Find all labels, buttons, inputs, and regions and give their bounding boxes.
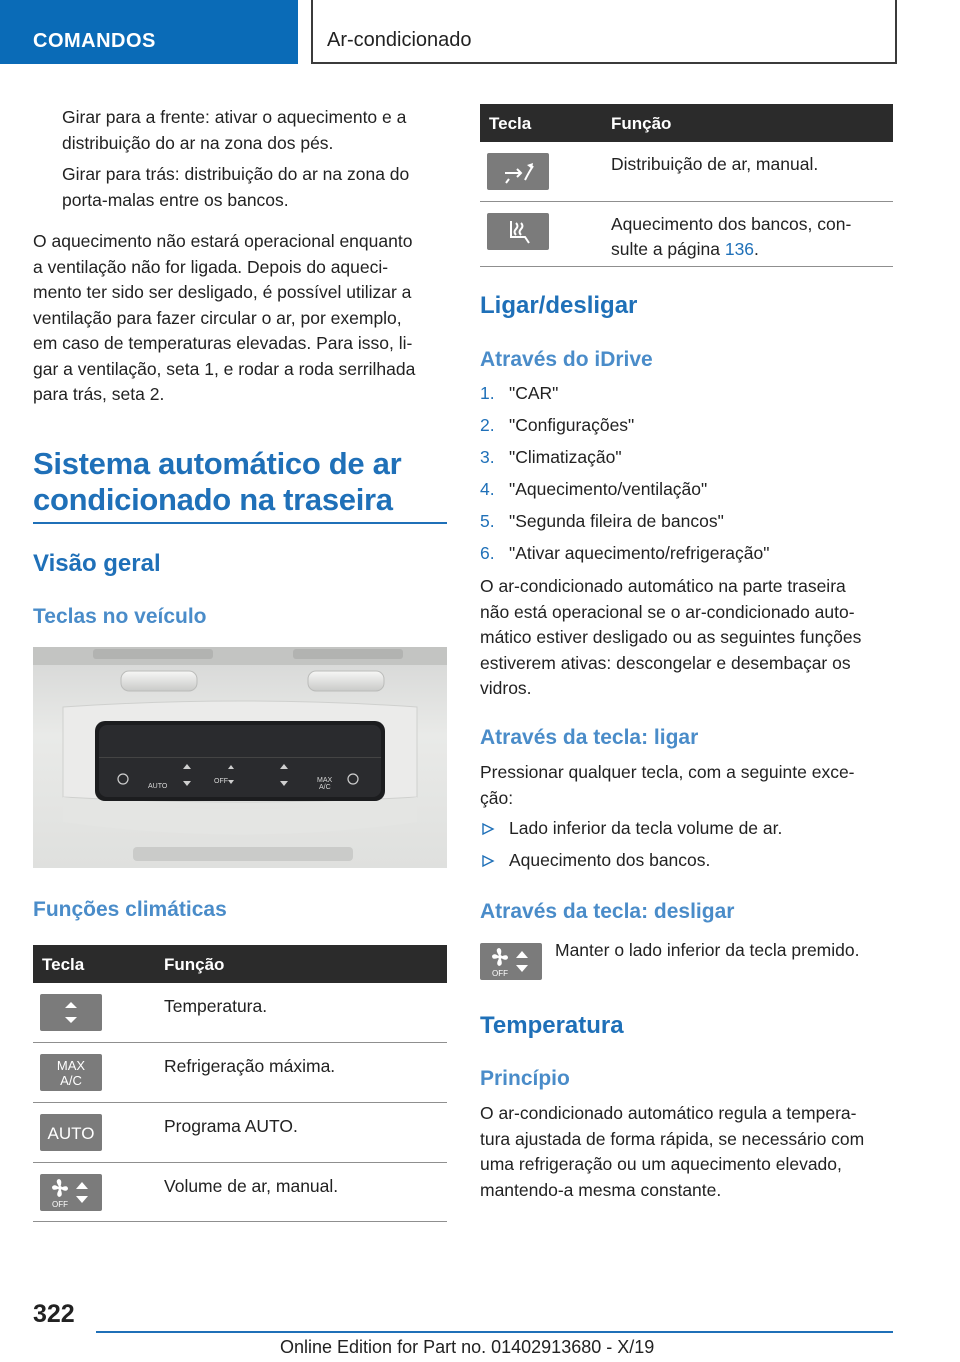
text-line: sulte a página [611,239,725,259]
column-key: Tecla [489,114,532,133]
fan-off-glyph [480,943,542,980]
table-row [480,142,893,202]
updown-arrows-glyph [40,994,102,1031]
function-text: Refrigeração máxima. [164,1056,336,1076]
table-row [480,202,893,267]
step-number: 4. [480,479,495,499]
header-chapter-tab [311,0,897,64]
text-line: Aquecimento dos bancos, con- [611,214,852,234]
table-row [33,1103,447,1163]
auto-icon [40,1114,102,1151]
page-number: 322 [33,1300,75,1328]
idrive-note-paragraph [480,574,900,702]
text-line: O ar-condicionado automático na parte traseira [480,576,846,596]
max-ac-icon [40,1054,102,1091]
step-number: 5. [480,511,495,531]
intro-paragraph [62,105,452,156]
text-line: estiverem ativas: descongelar e desembaçar os [480,652,851,673]
functions-table-header [33,945,447,983]
key-on-paragraph [480,760,900,811]
text-line: O aquecimento não estará operacional enquanto [33,231,413,251]
key-auto-label: AUTO [47,1124,95,1143]
column-key: Tecla [42,955,85,974]
temperature-title: Temperatura [480,1012,624,1039]
panel-illustration [33,647,447,868]
function-text: Temperatura. [164,996,268,1016]
keys-title: Teclas no veículo [33,605,207,628]
main-section-title [33,446,401,518]
key-off-label: OFF [52,1200,68,1209]
text-line: distribuição do ar na zona dos pés. [62,132,334,153]
on-off-title: Ligar/desligar [480,292,638,319]
page-link[interactable]: 136 [724,239,755,259]
step-number: 2. [480,415,495,435]
key-on-title: Através da tecla: ligar [480,726,699,749]
principle-paragraph [480,1101,900,1203]
functions-title: Funções climáticas [33,898,227,921]
rear-climate-panel-photo [33,647,447,868]
function-text: Volume de ar, manual. [164,1176,339,1196]
step-number: 1. [480,383,495,403]
text-line: Girar para trás: distribuição do ar na zona do [62,164,410,184]
step-text: "Aquecimento/ventilação" [509,479,708,499]
step-text: "Segunda fileira de bancos" [509,511,724,531]
key-max-label: MAX [56,1058,86,1073]
text-line: vidros. [480,678,532,698]
text-line: para trás, seta 2. [33,384,165,404]
text-line: tura ajustada de forma rápida, se necessário com [480,1128,865,1149]
text-line: Pressionar qualquer tecla, com a seguinte exce- [480,762,855,782]
photo-auto-label: AUTO [148,783,168,790]
functions-table-header-continued [480,104,893,142]
text-line: Girar para a frente: ativar o aquecimento e a [62,107,407,127]
seat-heating-glyph [487,213,549,250]
key-off-label: OFF [492,969,508,978]
table-row [33,1043,447,1103]
step-text: "Configurações" [509,415,635,435]
auto-glyph [40,1114,102,1151]
header-section-tab [0,0,298,64]
triangle-bullet-icon [481,854,495,873]
section-divider [33,522,447,524]
step-number: 6. [480,543,495,563]
fan-off-arrows-icon [40,1174,102,1211]
step-text: "Ativar aquecimento/refrigeração" [509,543,770,563]
intro-paragraph [62,162,452,213]
title-line: Sistema automático de ar [33,446,402,481]
header-section-label: COMANDOS [33,30,156,52]
column-function: Função [611,114,672,133]
text-line: porta-malas entre os bancos. [62,189,289,210]
table-row [33,1163,447,1222]
heating-paragraph [33,229,453,408]
function-text [611,212,896,262]
max-ac-glyph [40,1054,102,1091]
principle-title: Princípio [480,1067,570,1090]
photo-off-label: OFF [214,778,228,785]
fan-off-glyph [40,1174,102,1211]
header-chapter-label: Ar-condicionado [327,29,472,51]
idrive-title: Através do iDrive [480,348,653,371]
overview-title: Visão geral [33,550,161,577]
step-text: "CAR" [509,383,559,403]
step-number: 3. [480,447,495,467]
key-ac-label: A/C [60,1073,82,1088]
text-line: mento ter sido ser desligado, é possível utilizar a [33,282,412,302]
text-line: ção: [480,787,514,808]
column-function: Função [164,955,225,974]
edition-note: Online Edition for Part no. 01402913680 - X/19 [280,1337,655,1357]
text-line: uma refrigeração ou um aquecimento elevado, [480,1154,842,1174]
title-line: condicionado na traseira [33,482,393,517]
air-distribution-glyph [487,153,549,190]
footer-divider [96,1331,893,1333]
seat-heating-icon [487,213,549,250]
text-line: a ventilação não for ligada. Depois do aqueci- [33,256,389,277]
table-row [33,983,447,1043]
text-line: gar a ventilação, seta 1, e rodar a roda serrilhada [33,358,416,379]
triangle-bullet-icon [481,822,495,841]
bullet-text: Aquecimento dos bancos. [509,850,711,870]
photo-ac-label: A/C [319,784,331,791]
text-line: mantendo-a mesma constante. [480,1179,722,1200]
bullet-text: Lado inferior da tecla volume de ar. [509,818,783,838]
text-line: em caso de temperaturas elevadas. Para isso, li- [33,333,413,353]
step-text: "Climatização" [509,447,622,467]
key-off-text: Manter o lado inferior da tecla premido. [555,940,860,960]
text-line: O ar-condicionado automático regula a tempera- [480,1103,857,1123]
text-line: mático estiver desligado ou as seguintes funções [480,627,862,647]
function-text: Distribuição de ar, manual. [611,154,819,174]
key-off-title: Através da tecla: desligar [480,900,735,923]
updown-arrows-icon [40,994,102,1031]
function-text: Programa AUTO. [164,1116,298,1136]
text-line: não está operacional se o ar-condicionado auto- [480,601,855,622]
air-distribution-icon [487,153,549,190]
photo-max-label: MAX [317,777,333,784]
text-line: ventilação para fazer circular o ar, por exemplo, [33,307,402,328]
text-punctuation: . [754,239,759,259]
fan-off-arrows-icon [480,943,542,980]
